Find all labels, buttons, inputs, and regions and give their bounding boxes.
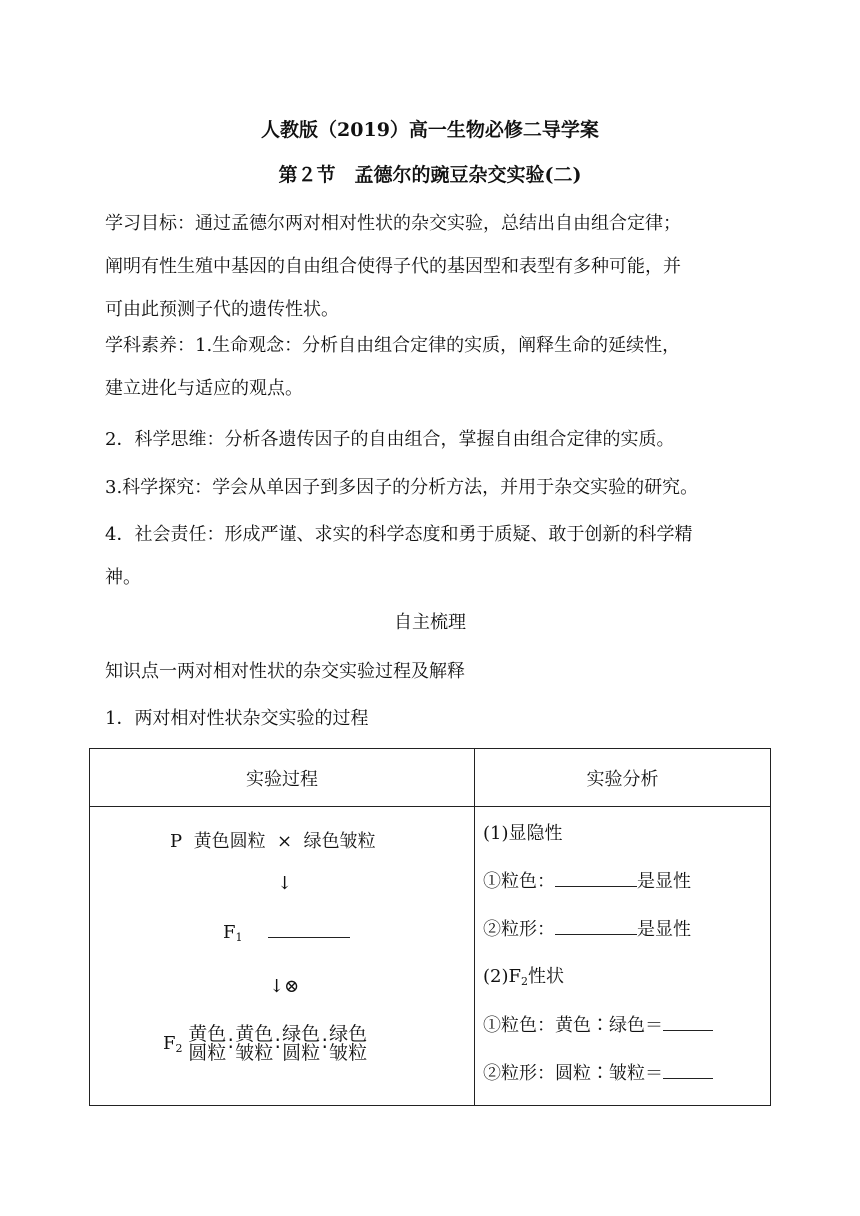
section-title: 第２节 孟德尔的豌豆杂交实验(二) xyxy=(278,164,582,186)
parental-cross xyxy=(170,827,376,853)
dominance-heading: (1)显隐性 xyxy=(483,823,563,844)
knowledge-point: 知识点一两对相对性状的杂交实验过程及解释 xyxy=(105,661,465,682)
literacy-item-4-line-2: 神。 xyxy=(105,567,141,588)
f2-phenotype-2: 黄色 皱粒 xyxy=(235,1023,274,1064)
literacy-item-4-line-1: 4．社会责任：形成严谨、求实的科学态度和勇于质疑、敢于创新的科学精 xyxy=(105,524,693,545)
f1-answer-blank[interactable] xyxy=(268,921,350,938)
objectives-line-3: 可由此预测子代的遗传性状。 xyxy=(105,299,339,320)
objectives-line-2: 阐明有性生殖中基因的自由组合使得子代的基因型和表型有多种可能，并 xyxy=(105,256,681,277)
color-ratio-line: ①粒色：黄色∶绿色＝ xyxy=(483,1011,713,1037)
table-body-row xyxy=(90,807,771,1106)
learning-objectives xyxy=(105,202,765,331)
literacy-intro xyxy=(105,324,765,410)
parent-2: 绿色皱粒 xyxy=(303,831,376,852)
f1-label: $F_1$ xyxy=(223,922,243,944)
column-header-process: 实验过程 xyxy=(90,749,475,807)
color-dominance-line: ①粒色： 是显性 xyxy=(483,871,691,892)
cross-symbol: × xyxy=(277,831,293,852)
literacy-item-3: 3.科学探究：学会从单因子到多因子的分析方法，并用于杂交实验的研究。 xyxy=(105,477,699,498)
f2-phenotype-4: 绿色 皱粒 xyxy=(329,1023,368,1064)
literacy-line-1: 学科素养：1.生命观念：分析自由组合定律的实质，阐释生命的延续性， xyxy=(105,335,681,356)
cross-arrow: ↓ xyxy=(277,873,293,894)
literacy-item-4 xyxy=(105,513,765,599)
ratio-separator: ∶ xyxy=(322,1033,328,1055)
column-header-analysis: 实验分析 xyxy=(475,749,771,807)
table-header-row xyxy=(90,749,771,807)
f2-label: $F_2$ xyxy=(163,1033,183,1055)
ratio-separator: ∶ xyxy=(275,1033,281,1055)
f2-phenotype-1: 黄色 圆粒 xyxy=(188,1023,227,1064)
p-label: P xyxy=(170,831,183,852)
objectives-line-1: 学习目标：通过孟德尔两对相对性状的杂交实验，总结出自由组合定律； xyxy=(105,213,681,234)
literacy-line-2: 建立进化与适应的观点。 xyxy=(105,378,303,399)
analysis-cell xyxy=(475,807,771,1106)
shape-dominance-blank[interactable] xyxy=(555,918,637,935)
color-ratio-blank[interactable] xyxy=(663,1014,713,1031)
shape-dominance-line: ②粒形： 是显性 xyxy=(483,919,691,940)
f1-generation xyxy=(223,921,350,944)
literacy-item-2: 2．科学思维：分析各遗传因子的自由组合，掌握自由组合定律的实质。 xyxy=(105,429,675,450)
color-dominance-blank[interactable] xyxy=(555,870,637,887)
section-heading: 自主梳理 xyxy=(394,612,466,633)
f2-phenotype-3: 绿色 圆粒 xyxy=(282,1023,321,1064)
experiment-table xyxy=(89,748,771,1106)
parent-1: 黄色圆粒 xyxy=(193,831,266,852)
shape-ratio-blank[interactable] xyxy=(663,1062,713,1079)
ratio-separator: ∶ xyxy=(228,1033,234,1055)
process-cell xyxy=(90,807,475,1106)
subheading: 1．两对相对性状杂交实验的过程 xyxy=(105,708,369,729)
self-cross-arrow: ↓⊗ xyxy=(269,976,300,997)
f2-generation xyxy=(163,1025,367,1063)
shape-ratio-line: ②粒形：圆粒∶皱粒＝ xyxy=(483,1059,713,1085)
document-title: 人教版（2019）高一生物必修二导学案 xyxy=(261,119,599,141)
f2-traits-heading: $(2)F_2$性状 xyxy=(483,966,564,988)
